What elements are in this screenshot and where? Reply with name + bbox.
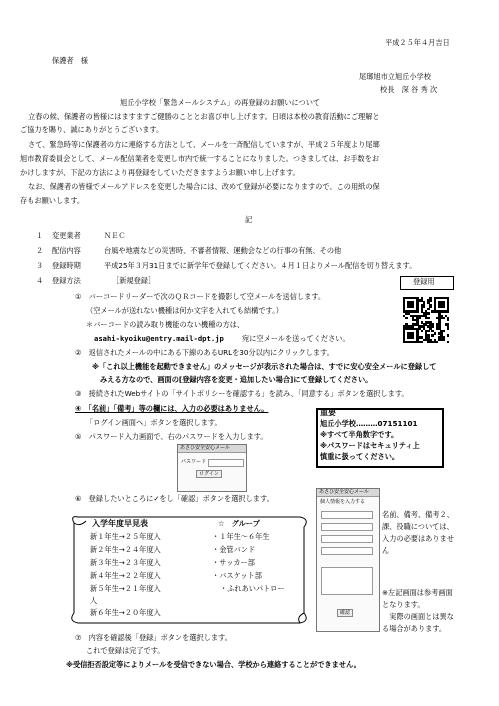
grade-row: 新５年生→２１年度入 <box>90 584 161 593</box>
note2-field[interactable] <box>321 535 373 543</box>
intro-line: さて、緊急時等に保護者の方に連絡する方法として、メールを一斉配信していますが、平成２５年度より尾瑯 <box>28 140 380 149</box>
step-6: ⑥ 登録したいところに✓をし「確認」ボタンを選択します。 <box>75 494 274 503</box>
recipient: 保護者 様 <box>52 56 88 65</box>
group-row: ・バスケット部 <box>212 571 262 580</box>
step-5: ⑤ パスワード入力画面で、右のパスワードを入力します。 <box>75 432 268 441</box>
group-row: ・サッカー部 <box>212 558 255 567</box>
document-title: 旭丘小学校「緊急メールシステム」の再登録のお願いについて <box>120 98 321 107</box>
grade-table-title: 入学年度早見表 <box>92 519 148 528</box>
step-4-sub: 「ログイン画面へ」ボタンを選択します。 <box>86 418 222 427</box>
sender-principal: 校長 深 谷 秀 次 <box>380 85 438 94</box>
item-value: 台風や地震などの災害時、不審者情報、運動会などの行事の有無、その他 <box>104 246 342 255</box>
date: 平成２５年４月吉日 <box>385 38 450 47</box>
step-1-note: （空メールが送れない機種は何か文字を入れても結構です。） <box>86 306 283 315</box>
sender-school: 尾瑯旭市立旭丘小学校 <box>359 72 431 81</box>
ki-heading: 記 <box>245 215 253 224</box>
screen-title-bar: あさひ安全安心メール <box>178 445 246 453</box>
qr-code <box>403 297 449 343</box>
important-title: 重要 <box>320 408 336 417</box>
footer-note: ※受信拒否設定等によりメールを受信できない場合、学校から連絡することができません。 <box>66 660 361 669</box>
step-1-address-suffix: 宛に空メールを送ってください。 <box>242 334 350 343</box>
item-value: ［新規登録］ <box>112 276 156 285</box>
grade-row: 人 <box>90 596 98 605</box>
note-field[interactable] <box>321 523 373 531</box>
item-number: ３ <box>36 261 44 270</box>
grade-row: 新６年生→２０年度入 <box>90 608 161 617</box>
important-line: 慎重に扱ってください。 <box>320 452 400 461</box>
group-row: ・金管バンド <box>212 545 256 554</box>
password-label: パスワード <box>181 459 207 465</box>
grade-row: 新２年生→２４年度入 <box>90 545 161 554</box>
side-note2-line: ※左記画面は参考画面 <box>382 588 453 597</box>
step-1-alt: ＊バーコードの読み取り機能のない機種の方は、 <box>86 320 245 329</box>
grade-row: 新３年生→２３年度入 <box>90 558 161 567</box>
confirm-button[interactable]: 確認 <box>337 609 353 617</box>
side-note2-line: となります。 <box>382 600 425 609</box>
grade-row: 新１年生→２５年度入 <box>90 532 161 541</box>
step-2: ② 返信されたメールの中にある下線のあるURLを30分以内にクリックします。 <box>75 348 334 357</box>
intro-line: 旭市教育委員会として、メール配信業者を変更し市内で統一することになりました。つきましては、お手数をお <box>20 154 380 163</box>
intro-line: かけしますが、下記の方法により再登録をしていただきますようお願い申し上げます。 <box>20 168 300 177</box>
item-number: １ <box>36 231 44 240</box>
item-label: 変更業者 <box>52 231 81 240</box>
item-label: 登録方法 <box>52 276 81 285</box>
step-7: ⑦ 内容を確認後「登録」ボタンを選択します。 <box>75 633 232 642</box>
item-number: ２ <box>36 246 44 255</box>
intro-line: なお、保護者の皆様でメールアドレスを変更した場合には、改めて登録が必要になりますので、この用紙の保 <box>28 182 380 191</box>
important-line: ※すべて半角数字です。 <box>320 430 399 439</box>
item-label: 配信内容 <box>52 246 81 255</box>
group-row: ・ふれあいパトロー <box>220 584 285 593</box>
phone-screen-register <box>316 488 380 632</box>
screen-title-bar: あさひ安全安心メール <box>317 489 379 497</box>
qr-label: 登録用 <box>413 277 435 286</box>
important-line: ※パスワードはセキュリティ上 <box>320 441 420 450</box>
phone-screen-login <box>177 444 247 492</box>
group-row: ・１年生～６年生 <box>212 532 270 541</box>
item-value: 平成25年３月31日までに新学年で登録してください。４月１日よりメール配信を切り替えます。 <box>104 261 417 270</box>
step-2-warning: ※「これ以上機能を起動できません」のメッセージが表示された場合は、すでに安心安全メールに登録して <box>92 362 437 371</box>
group-checklist[interactable] <box>321 567 373 595</box>
step-2-warning: みえる方なので、画面の[登録内容を変更・追加したい場合]にて登録してください。 <box>100 375 373 384</box>
side-note-line: 課、役職については、 <box>382 522 454 531</box>
important-line: 旭丘小学校………07151101 <box>320 419 418 428</box>
item-number: ４ <box>36 276 44 285</box>
side-note2-line: る場合があります。 <box>382 624 447 633</box>
intro-line: 存もお願いします。 <box>20 196 85 205</box>
step-4: ④ 「名前」「備考」等の欄には、入力の必要はありません。 <box>75 404 269 413</box>
intro-line: 立春の候、保護者の皆様にはますますご健勝のこととお喜び申し上げます。日頃は本校の教育活動にご理解と <box>28 112 380 121</box>
name-field[interactable] <box>321 511 373 519</box>
step-1-address: asahi-kyoiku@entry.mail-dpt.jp <box>94 334 224 343</box>
side-note-line: 入力の必要はありませ <box>382 534 454 543</box>
step-1: ① バーコードリーダーで次のＱＲコードを撮影して空メールを送信します。 <box>75 292 326 301</box>
groups-title: ☆ グループ <box>218 519 260 528</box>
side-note-line: 名前、備考、備考２、 <box>382 510 454 519</box>
password-field[interactable] <box>208 459 244 467</box>
step-3: ③ 接続されたWebサイトの「サイトポリシーを確認する」を読み、「同意する」ボタンを選択します。 <box>75 389 409 398</box>
step-7-sub: これで登録は完了です。 <box>86 646 165 655</box>
screen-heading: 個人情報を入力する <box>320 499 366 505</box>
section-field[interactable] <box>321 547 373 555</box>
intro-line: ご協力を賜り、誠にありがとうございます。 <box>20 125 164 134</box>
item-value: ＮＥＣ <box>104 231 126 240</box>
side-note2-line: 実際の画面とは異な <box>382 612 454 621</box>
grade-row: 新４年生→２２年度入 <box>90 571 161 580</box>
item-label: 登録時期 <box>52 261 81 270</box>
side-note-line: ん <box>382 546 390 555</box>
login-button[interactable]: ログイン <box>196 470 222 478</box>
